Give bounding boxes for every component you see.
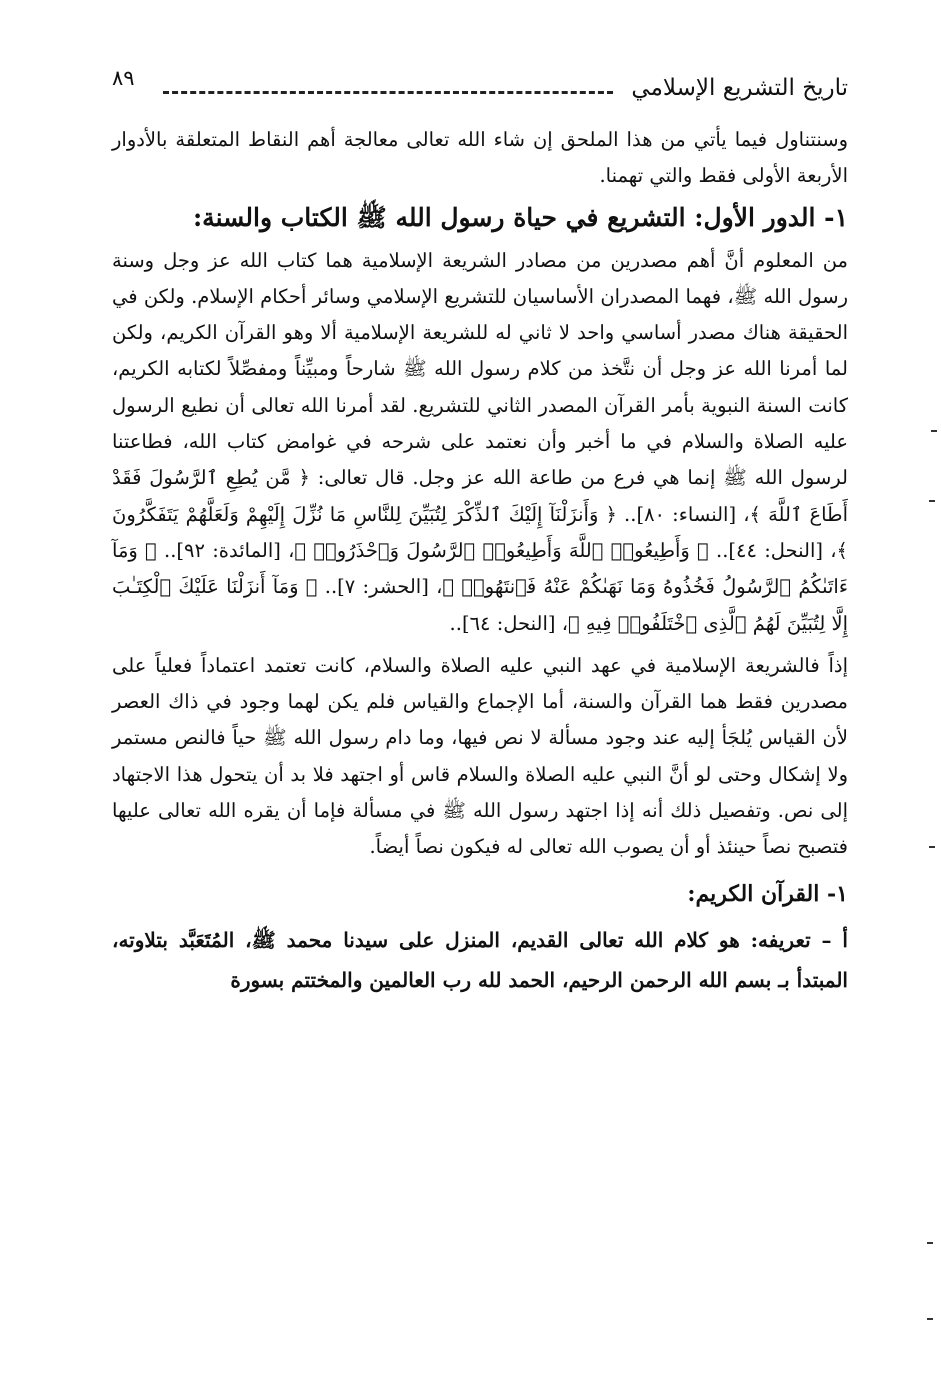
page-body	[112, 122, 848, 1000]
running-title: تاريخ التشريع الإسلامي	[631, 75, 848, 101]
definition-paragraph: أ – تعريفه: هو كلام الله تعالى القديم، المنزل على سيدنا محمد ﷺ، المُتَعَبَّد بتلاوته، المبتدأ بـ بسم الله الرحمن الرحيم، الحمد لله رب العالمين والمختتم بسورة	[112, 927, 848, 992]
margin-tick-mark	[931, 430, 937, 432]
sub-heading-quran: ١- القرآن الكريم:	[687, 880, 848, 907]
section-heading: ١- الدور الأول: التشريع في حياة رسول الله ﷺ الكتاب والسنة:	[192, 202, 848, 232]
body-paragraph-2: إذاً فالشريعة الإسلامية في عهد النبي عليه الصلاة والسلام، كانت تعتمد اعتماداً فعلياً على مصدرين فقط هما القرآن والسنة، أما الإجماع والقياس فلم يكن لهما وجود في ذاك العصر لأن القياس يُلجَأ إليه عند وجود مسألة لا نص فيها، وما دام رسول الله ﷺ حياً فالنص مستمر ولا إشكال وحتى لو أنَّ النبي عليه الصلاة والسلام قاس أو اجتهد فلا بد أن يتحول هذا الاجتهاد إلى نص. وتفصيل ذلك أنه إذا اجتهد رسول الله ﷺ في مسألة فإما أن يقره الله تعالى عليها فتصبح نصاً حينئذ أو أن يصوب الله تعالى له فيكون نصاً أيضاً.	[112, 653, 848, 859]
margin-tick-mark	[929, 846, 935, 848]
header-dashed-rule	[163, 91, 614, 94]
margin-tick-mark	[927, 1242, 933, 1244]
body-paragraph-1: من المعلوم أنَّ أهم مصدرين من مصادر الشريعة الإسلامية هما كتاب الله عز وجل وسنة رسول الله ﷺ، فهما المصدران الأساسيان للتشريع الإسلامي وسائر أحكام الإسلام. ولكن في الحقيقة هناك مصدر أساسي واحد لا ثاني له للشريعة الإسلامية ألا وهو القرآن الكريم، ولكن لما أمرنا الله عز وجل أن نتَّخذ من كلام رسول الله ﷺ شارحاً ومبيِّناً ومفصِّلاً لكتابه الكريم، كانت السنة النبوية بأمر القرآن المصدر الثاني للتشريع. لقد أمرنا الله تعالى أن نطيع الرسول عليه الصلاة والسلام في ما أخبر وأن نعتمد على شرحه في غوامض كتاب الله، فطاعتنا لرسول الله ﷺ إنما هي فرع من طاعة الله عز وجل. قال تعالى: ﴿ مَّن يُطِعِ ٱلرَّسُولَ فَقَدْ أَطَاعَ ٱللَّهَ ﴾، [النساء: ٨٠].. ﴿ وَأَنزَلْنَآ إِلَيْكَ ٱلذِّكْرَ لِتُبَيِّنَ لِلنَّاسِ مَا نُزِّلَ إِلَيْهِمْ وَلَعَلَّهُمْ يَتَفَكَّرُونَ ﴾، [النحل: ٤٤].. ﴿ وَأَطِيعُوا۟ ٱللَّهَ وَأَطِيعُوا۟ ٱلرَّسُولَ وَٱحْذَرُوا۟ ﴾، [المائدة: ٩٢].. ﴿ وَمَآ ءَاتَىٰكُمُ ٱلرَّسُولُ فَخُذُوهُ وَمَا نَهَىٰكُمْ عَنْهُ فَٱنتَهُوا۟ ﴾، [الحشر: ٧].. ﴿ وَمَآ أَنزَلْنَا عَلَيْكَ ٱلْكِتَـٰبَ إِلَّا لِتُبَيِّنَ لَهُمُ ٱلَّذِى ٱخْتَلَفُوا۟ فِيهِ ﴾، [النحل: ٦٤]..	[112, 248, 848, 635]
page-header	[112, 66, 848, 106]
page-number: ٨٩	[112, 66, 135, 90]
margin-tick-mark	[929, 500, 935, 502]
intro-paragraph: وسنتناول فيما يأتي من هذا الملحق إن شاء الله تعالى معالجة أهم النقاط المتعلقة بالأدوار الأربعة الأولى فقط والتي تهمنا.	[112, 128, 848, 188]
margin-tick-mark	[927, 1318, 933, 1320]
